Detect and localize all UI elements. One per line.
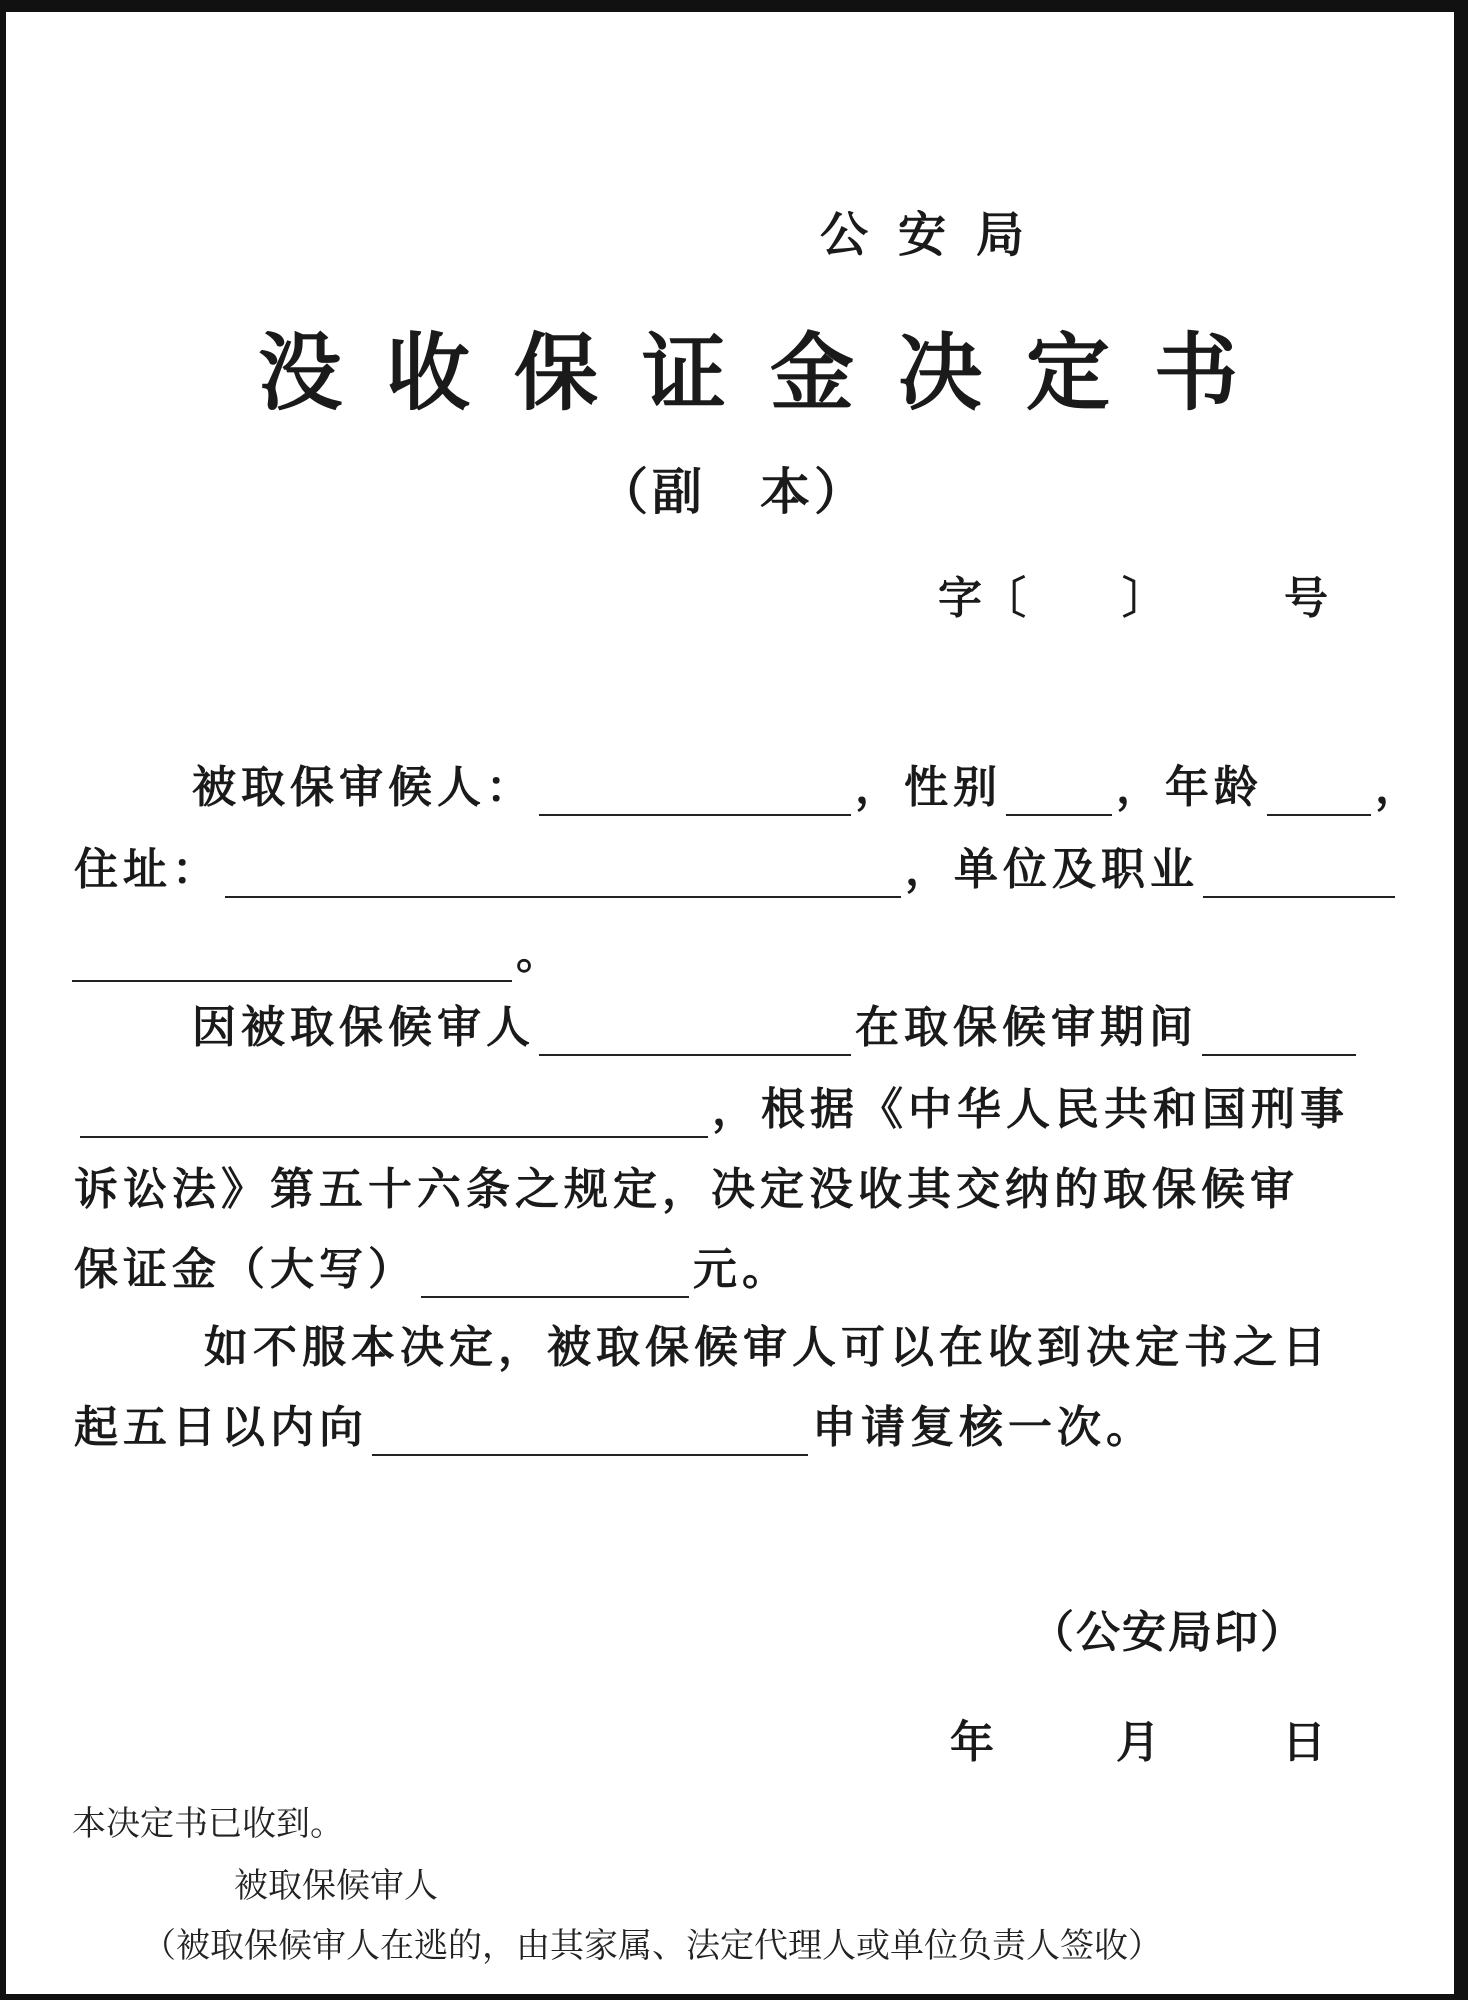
age-field[interactable] — [1267, 768, 1371, 816]
reason-text-e: 保证金（大写） — [74, 1244, 417, 1295]
reason-line-3 — [74, 1162, 1299, 1218]
docno-close: 〕 — [1122, 573, 1166, 624]
employer-field[interactable] — [1203, 850, 1395, 898]
sex-field[interactable] — [1006, 768, 1112, 816]
reason-text-a: 因被取保候审人 — [192, 1002, 535, 1053]
document-title: 没收保证金决定书 — [258, 324, 1283, 422]
issue-date — [950, 1706, 1326, 1770]
receipt-note: （被取保候审人在逃的，由其家属、法定代理人或单位负责人签收） — [142, 1926, 1162, 1966]
docno-hao: 号 — [1284, 573, 1328, 624]
appeal-line-2 — [74, 1400, 1155, 1456]
age-label: ，年龄 — [1116, 762, 1263, 813]
date-year: 年 — [950, 1717, 994, 1768]
employer-continuation-line — [72, 926, 565, 982]
reason-text-c: ，根据《中华人民共和国刑事 — [712, 1084, 1349, 1135]
receipt-signer: 被取保候审人 — [234, 1866, 438, 1906]
appeal-text-a: 如不服本决定，被取保候审人可以在收到决定书之日 — [204, 1322, 1331, 1373]
amount-field[interactable] — [421, 1250, 689, 1298]
reason-line-4 — [74, 1242, 791, 1298]
violation-field-continued[interactable] — [80, 1090, 708, 1138]
date-month: 月 — [1116, 1717, 1160, 1768]
copy-close: 本） — [760, 463, 868, 521]
reason-text-f: 元。 — [693, 1244, 791, 1295]
person-name-field[interactable] — [539, 768, 851, 816]
appeal-line-1 — [204, 1320, 1331, 1376]
address-field[interactable] — [225, 850, 901, 898]
person-label: 被取保审候人： — [192, 762, 535, 813]
suspect-name-field[interactable] — [539, 1008, 851, 1056]
seal-label: （公安局印） — [1030, 1607, 1306, 1658]
employer-label: ，单位及职业 — [905, 844, 1199, 895]
sex-label: ，性别 — [855, 762, 1002, 813]
bureau-name: 公安局 — [820, 207, 1055, 263]
address-label: 住址： — [74, 844, 221, 895]
copy-open: （副 — [598, 463, 706, 521]
appeal-text-c: 申请复核一次。 — [812, 1402, 1155, 1453]
review-authority-field[interactable] — [372, 1408, 808, 1456]
violation-field[interactable] — [1202, 1008, 1356, 1056]
reason-text-b: 在取保候审期间 — [855, 1002, 1198, 1053]
receipt-received: 本决定书已收到。 — [72, 1804, 344, 1844]
employer-field-continued[interactable] — [72, 934, 512, 982]
appeal-text-b: 起五日以内向 — [74, 1402, 368, 1453]
line1-comma: ， — [1375, 762, 1424, 813]
line3-period: 。 — [516, 928, 565, 979]
document-number — [938, 562, 1328, 626]
address-line — [74, 842, 1399, 898]
docno-zi: 字〔 — [938, 573, 1026, 624]
date-day: 日 — [1282, 1717, 1326, 1768]
reason-text-d: 诉讼法》第五十六条之规定，决定没收其交纳的取保候审 — [74, 1164, 1299, 1215]
reason-line-2 — [80, 1082, 1349, 1138]
copy-label — [598, 452, 868, 524]
person-line — [192, 760, 1424, 816]
reason-line-1 — [192, 1000, 1360, 1056]
